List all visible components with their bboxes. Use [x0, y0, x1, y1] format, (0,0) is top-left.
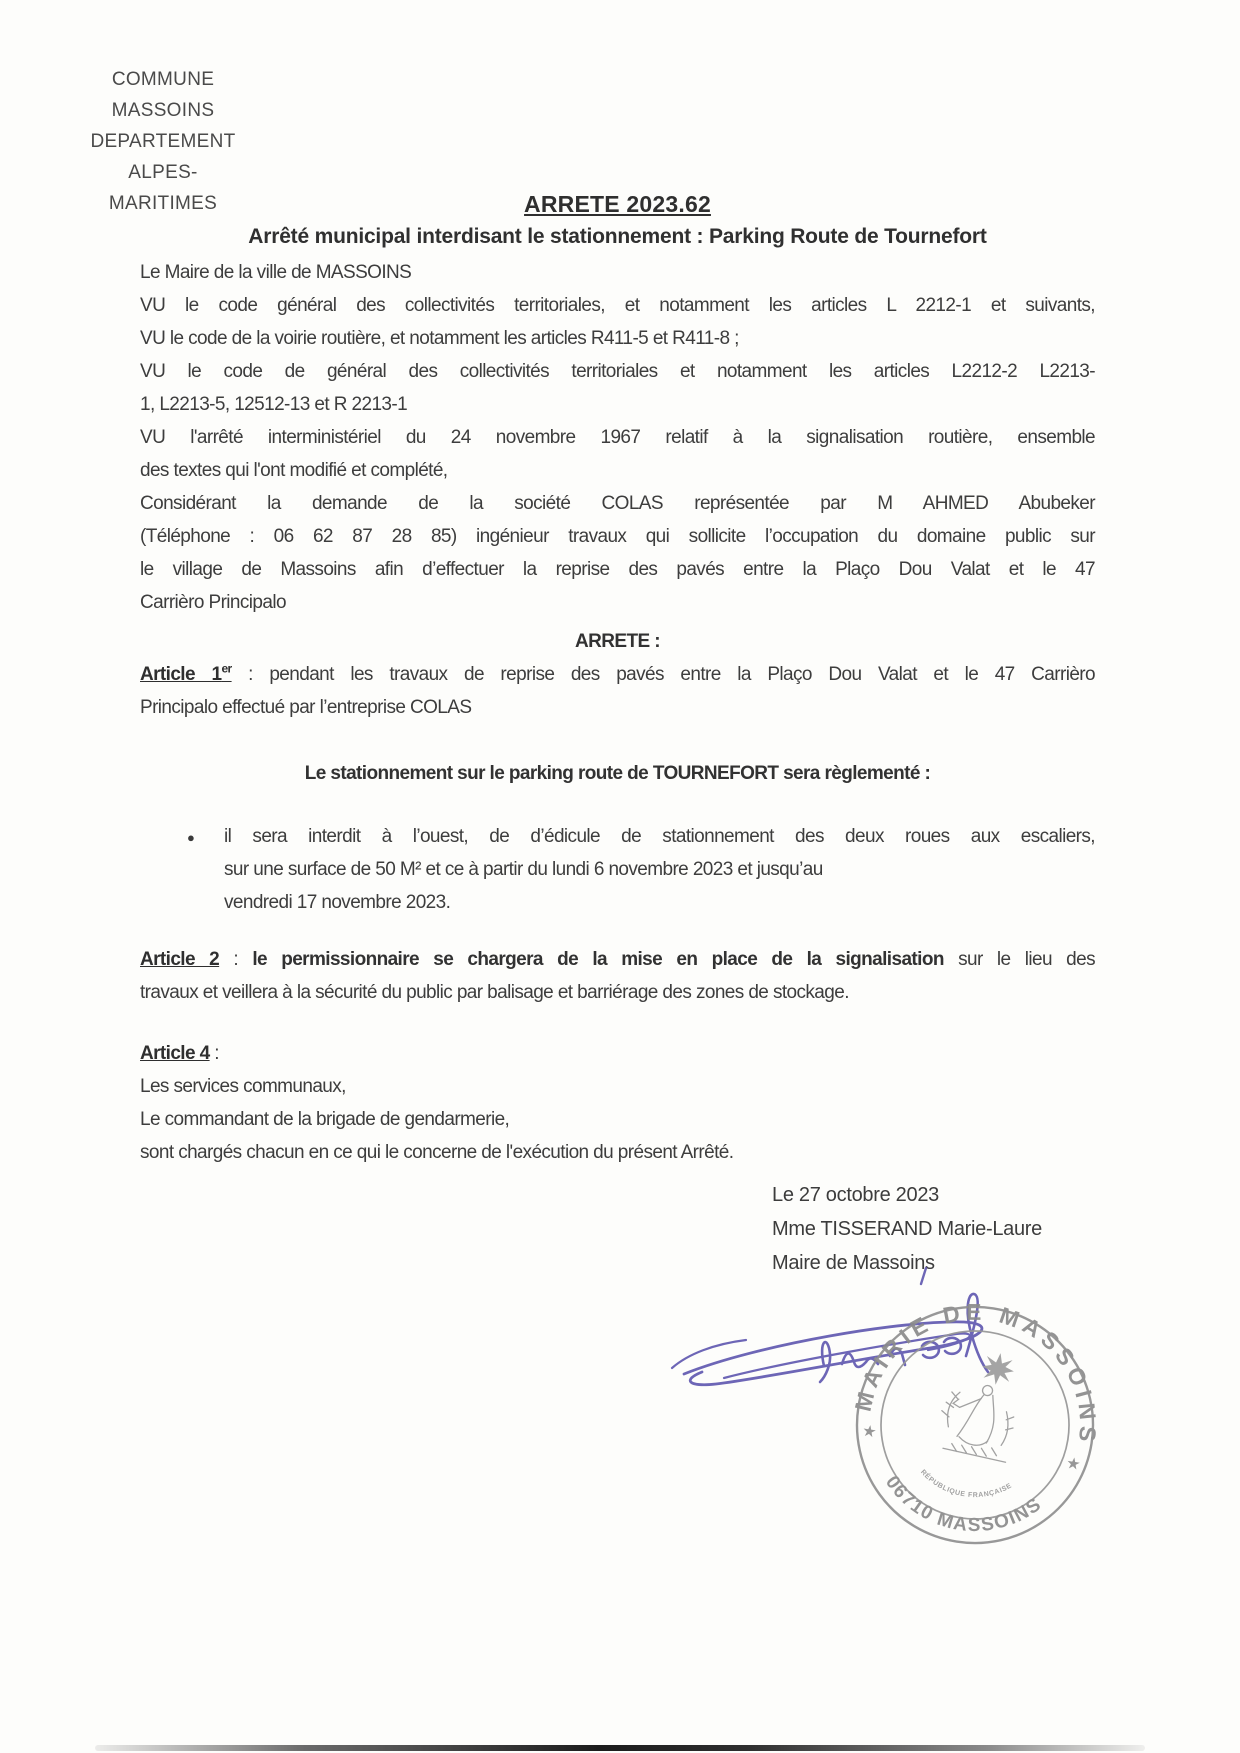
signoff-name: Mme TISSERAND Marie-Laure — [772, 1218, 1042, 1240]
charges-line: sont chargés chacun en ce qui le concerne de l'exécution du présent Arrêté. — [140, 1142, 734, 1163]
considerant-line-3: le village de Massoins afin d’effectuer la reprise des pavés entre la Plaço Dou Valat et le 47 — [140, 559, 1095, 580]
document-title: ARRETE 2023.62 — [524, 191, 711, 217]
stamp-inner-arc-text: RÉPUBLIQUE FRANÇAISE — [918, 1468, 1014, 1500]
vu-line-4b: des textes qui l'ont modifié et complété, — [140, 460, 448, 481]
vu-line-1: VU le code général des collectivités territoriales, et notamment les articles L 2212-1 et suivants, — [140, 295, 1095, 316]
arrete-heading: ARRETE : — [575, 631, 660, 652]
starburst-icon — [980, 1351, 1017, 1388]
signoff-role: Maire de Massoins — [772, 1252, 935, 1274]
article1-line-1 — [140, 658, 1095, 691]
mairie-round-stamp — [849, 1299, 1101, 1551]
document-body — [140, 256, 1095, 1169]
article1-superscript: er — [221, 661, 232, 676]
vu-line-3a: VU le code de général des collectivités territoriales et notamment les articles L2212-2 L2213- — [140, 361, 1095, 382]
article2-line-1 — [140, 943, 1095, 976]
stamp-marianne-emblem — [935, 1345, 1024, 1462]
scan-edge-artifact — [95, 1745, 1145, 1751]
article4-colon: : — [209, 1043, 219, 1064]
title-block — [140, 188, 1095, 253]
services-line: Les services communaux, — [140, 1076, 346, 1097]
commune-header-line: ALPES-MARITIMES — [108, 162, 218, 214]
stamp-star-right-icon: ★ — [1064, 1454, 1082, 1474]
article4-line — [140, 1037, 1095, 1070]
vu-line-4a: VU l'arrêté interministériel du 24 novembre 1967 relatif à la signalisation routière, ensemble — [140, 427, 1095, 448]
bullet-item-line-3: vendredi 17 novembre 2023. — [224, 892, 451, 913]
stamp-bottom-arc-text: 06710 MASSOINS — [881, 1472, 1047, 1537]
bullet-text-1: il sera interdit à l’ouest, de d’édicule de stationnement des deux roues aux escaliers, — [224, 826, 1095, 847]
article2-label: Article 2 — [140, 949, 220, 970]
considerant-line-2: (Téléphone : 06 62 87 28 85) ingénieur travaux qui sollicite l’occupation du domaine public sur — [140, 526, 1095, 547]
article2-line-2: travaux et veillera à la sécurité du public par balisage et barriérage des zones de stockage. — [140, 982, 849, 1003]
commune-header-line: MASSOINS — [111, 100, 215, 121]
reglemente-line: Le stationnement sur le parking route de TOURNEFORT sera règlementé : — [304, 763, 931, 784]
article2-bold-text: le permissionnaire se chargera de la mise en place de la signalisation — [252, 949, 944, 970]
bullet-marker-icon: ● — [187, 830, 195, 845]
commandant-line: Le commandant de la brigade de gendarmerie, — [140, 1109, 510, 1130]
bullet-item-line-2: sur une surface de 50 M² et ce à partir du lundi 6 novembre 2023 et jusqu’au — [224, 859, 823, 880]
article1-line-2: Principalo effectué par l’entreprise COLAS — [140, 697, 472, 718]
article1-text: : pendant les travaux de reprise des pavés entre la Plaço Dou Valat et le 47 Carrièro — [231, 664, 1095, 685]
bullet-item-line-1 — [140, 820, 1095, 853]
document-subtitle: Arrêté municipal interdisant le stationnement : Parking Route de Tournefort — [248, 225, 987, 248]
commune-header-line: DEPARTEMENT — [90, 131, 236, 152]
commune-header-line: COMMUNE — [111, 69, 215, 90]
vu-line-2: VU le code de la voirie routière, et notamment les articles R411-5 et R411-8 ; — [140, 328, 739, 349]
considerant-line-4: Carrièro Principalo — [140, 592, 286, 613]
stamp-top-arc-text: MAIRIE DE MASSOINS — [849, 1299, 1101, 1448]
article2-text: sur le lieu des — [943, 949, 1095, 970]
maire-line: Le Maire de la ville de MASSOINS — [140, 262, 412, 283]
considerant-line-1: Considérant la demande de la société COLAS représentée par M AHMED Abubeker — [140, 493, 1095, 514]
article4-label: Article 4 — [140, 1043, 210, 1064]
stamp-star-left-icon: ★ — [860, 1422, 878, 1442]
article2-colon: : — [219, 949, 253, 970]
signoff-date: Le 27 octobre 2023 — [772, 1184, 939, 1206]
article1-label: Article 1er — [140, 661, 232, 685]
vu-line-3b: 1, L2213-5, 12512-13 et R 2213-1 — [140, 394, 408, 415]
